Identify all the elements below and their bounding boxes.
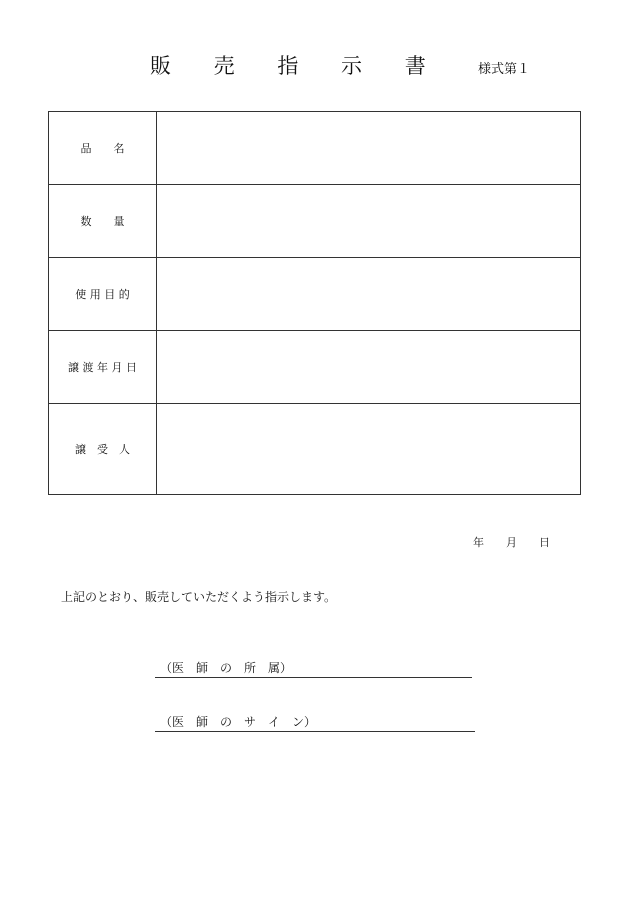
- document-title: 販 売 指 示 書: [150, 54, 444, 78]
- table-row: [49, 185, 581, 258]
- table-row: [49, 112, 581, 185]
- physician-affiliation-label: （医 師 の 所 属）: [160, 661, 293, 675]
- instruction-form-table: [48, 111, 581, 495]
- table-row: [49, 404, 581, 495]
- table-row: [49, 331, 581, 404]
- transfer-date-field[interactable]: [157, 331, 581, 404]
- row-label-purpose-of-use: 使 用 目 的: [49, 258, 157, 331]
- row-label-transfer-date: 譲 渡 年 月 日: [49, 331, 157, 404]
- form-number: 様式第１: [478, 62, 531, 77]
- table-row: [49, 258, 581, 331]
- quantity-field[interactable]: [157, 185, 581, 258]
- physician-affiliation-line[interactable]: [155, 659, 472, 678]
- instruction-statement: 上記のとおり、販売していただくよう指示します。: [61, 590, 337, 604]
- row-label-product-name: 品 名: [49, 112, 157, 185]
- physician-signature-line[interactable]: [155, 713, 475, 732]
- row-label-quantity: 数 量: [49, 185, 157, 258]
- transferee-field[interactable]: [157, 404, 581, 495]
- row-label-transferee: 譲 受 人: [49, 404, 157, 495]
- date-line: 年 月 日: [473, 536, 550, 549]
- physician-signature-label: （医 師 の サ イ ン）: [160, 715, 317, 729]
- purpose-of-use-field[interactable]: [157, 258, 581, 331]
- product-name-field[interactable]: [157, 112, 581, 185]
